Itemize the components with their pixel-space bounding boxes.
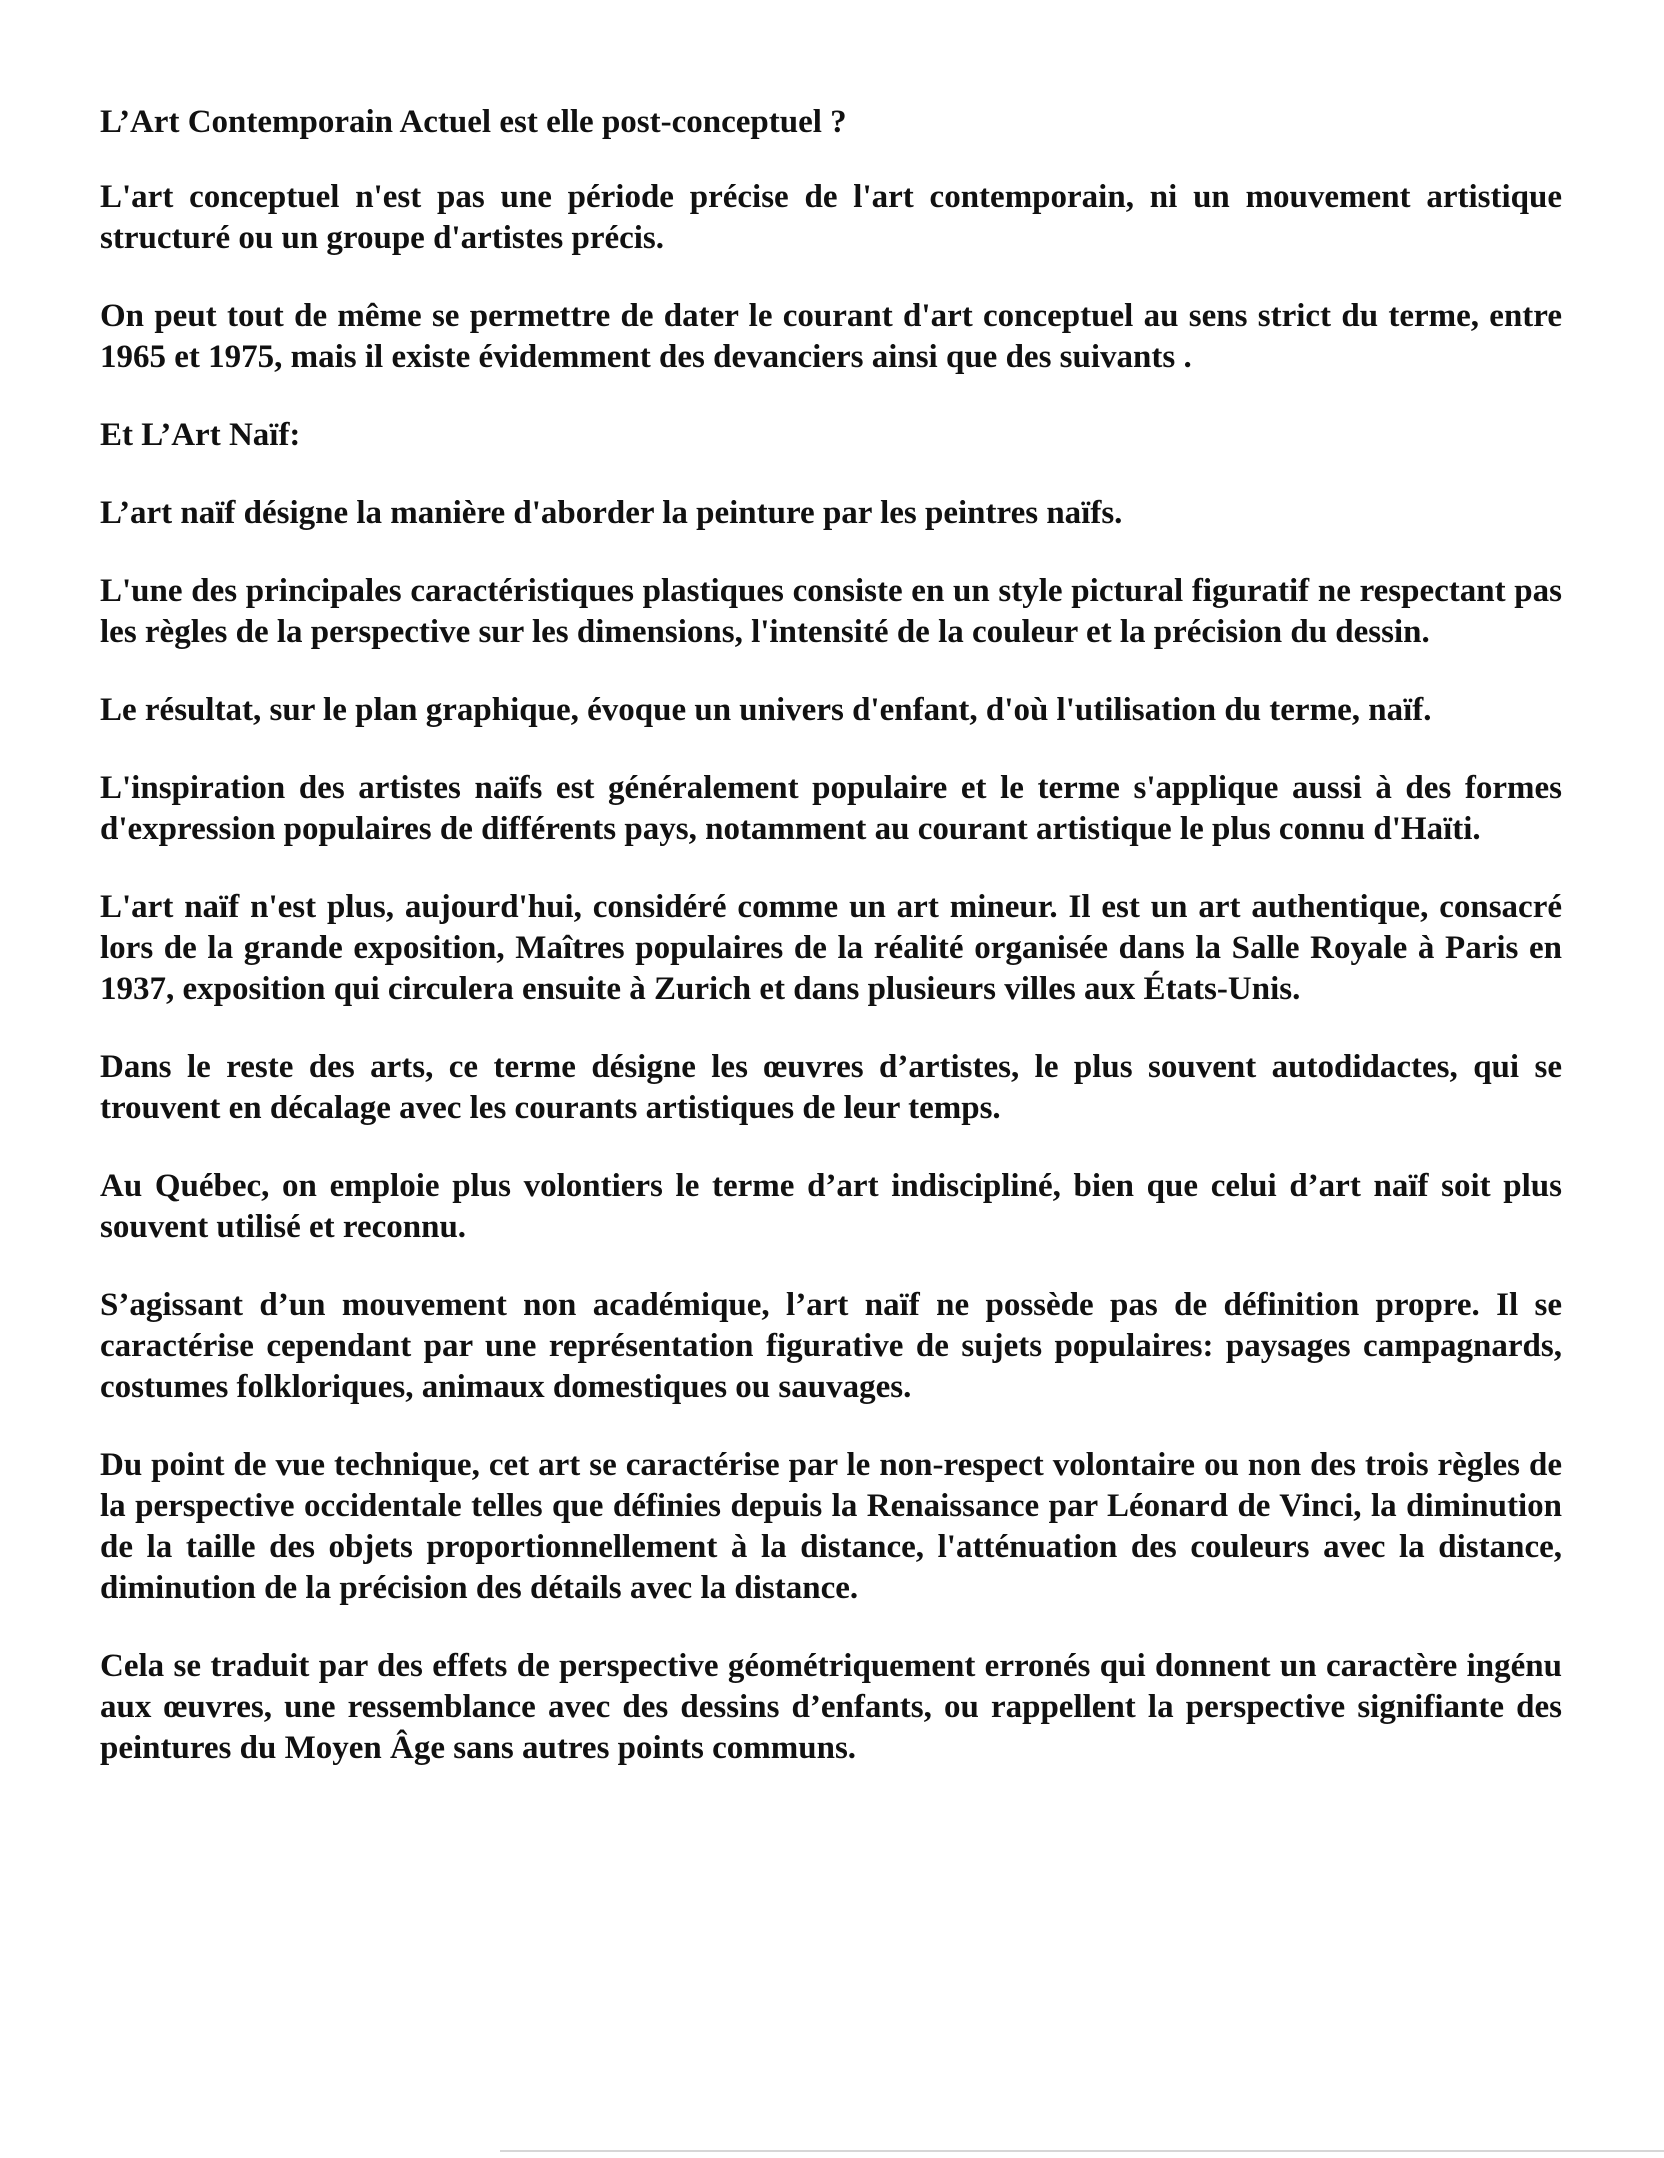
paragraph-12: Du point de vue technique, cet art se caractérise par le non-respect volontaire ou non des trois règles de la perspective occidentale telles que définies depuis la Renaissance par Léonard de Vinci, la diminution de la taille des objets proportionnellement à la distance, l'atténuation des couleurs avec la distance, diminution de la précision des détails avec la distance. [100, 1447, 1562, 1606]
paragraph-1: L'art conceptuel n'est pas une période précise de l'art contemporain, ni un mouvement artistique structuré ou un groupe d'artistes précis. [100, 179, 1562, 256]
paragraph-6: Le résultat, sur le plan graphique, évoque un univers d'enfant, d'où l'utilisation du terme, naïf. [100, 692, 1432, 728]
paragraph-2: On peut tout de même se permettre de dater le courant d'art conceptuel au sens strict du terme, entre 1965 et 1975, mais il existe évidemment des devanciers ainsi que des suivants . [100, 298, 1562, 375]
document-page [100, 102, 1562, 1806]
page-bottom-edge [500, 2150, 1664, 2152]
paragraph-13: Cela se traduit par des effets de perspective géométriquement erronés qui donnent un caractère ingénu aux œuvres, une ressemblance avec des dessins d’enfants, ou rappellent la perspective signifiante des peintures du Moyen Âge sans autres points communs. [100, 1648, 1562, 1766]
paragraph-8: L'art naïf n'est plus, aujourd'hui, considéré comme un art mineur. Il est un art authentique, consacré lors de la grande exposition, Maîtres populaires de la réalité organisée dans la Salle Royale à Paris en 1937, exposition qui circulera ensuite à Zurich et dans plusieurs villes aux États-Unis. [100, 889, 1562, 1007]
paragraph-5: L'une des principales caractéristiques plastiques consiste en un style pictural figuratif ne respectant pas les règles de la perspective sur les dimensions, l'intensité de la couleur et la précision du dessin. [100, 573, 1562, 650]
paragraph-10: Au Québec, on emploie plus volontiers le terme d’art indiscipliné, bien que celui d’art naïf soit plus souvent utilisé et reconnu. [100, 1168, 1562, 1245]
paragraph-11: S’agissant d’un mouvement non académique, l’art naïf ne possède pas de définition propre. Il se caractérise cependant par une représentation figurative de sujets populaires: paysages campagnards, costumes folkloriques, animaux domestiques ou sauvages. [100, 1287, 1562, 1405]
paragraph-7: L'inspiration des artistes naïfs est généralement populaire et le terme s'applique aussi à des formes d'expression populaires de différents pays, notamment au courant artistique le plus connu d'Haïti. [100, 770, 1562, 847]
section-heading-art-naif: Et L’Art Naïf: [100, 417, 301, 453]
paragraph-9: Dans le reste des arts, ce terme désigne les œuvres d’artistes, le plus souvent autodidactes, qui se trouvent en décalage avec les courants artistiques de leur temps. [100, 1049, 1562, 1126]
document-title: L’Art Contemporain Actuel est elle post-conceptuel ? [100, 104, 847, 140]
paragraph-4: L’art naïf désigne la manière d'aborder la peinture par les peintres naïfs. [100, 495, 1123, 531]
